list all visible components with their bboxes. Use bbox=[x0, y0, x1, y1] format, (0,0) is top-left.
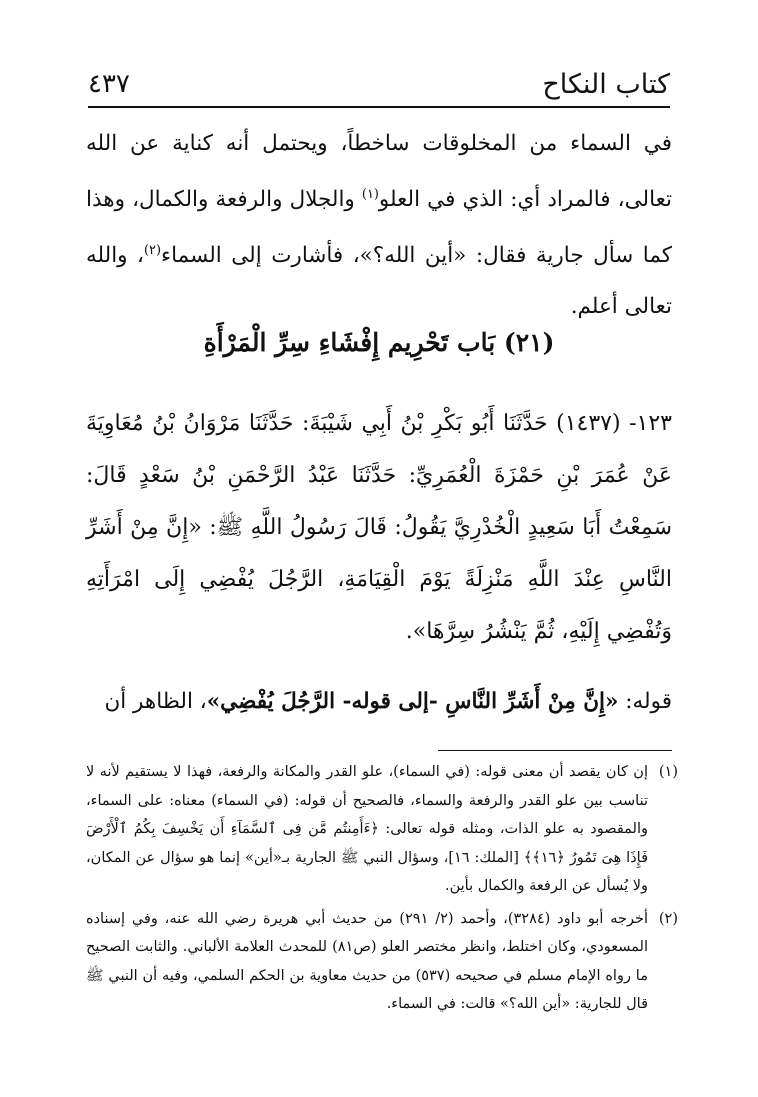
footnotes bbox=[86, 758, 678, 1023]
intro-text-3: ، والله تعالى أعلم. bbox=[86, 243, 672, 320]
commentary-paragraph bbox=[86, 676, 672, 727]
footnote-divider bbox=[438, 750, 672, 751]
footnote-mark: (٢) bbox=[658, 910, 678, 927]
footnote-ref-1[interactable]: (١) bbox=[361, 187, 379, 202]
page-header bbox=[88, 62, 670, 108]
hadith-text: حَدَّثَنَا أَبُو بَكْرِ بْنُ أَبِي شَيْبَةَ: حَدَّثَنَا مَرْوَانُ بْنُ مُعَاوِيَةَ عَنْ عُمَرَ بْنِ حَمْزَةَ الْعُمَرِيِّ: حَدَّثَنَا عَبْدُ الرَّحْمَنِ بْنُ سَعْدٍ قَالَ: سَمِعْتُ أَبَا سَعِيدٍ الْخُدْرِيَّ يَقُولُ: قَالَ رَسُولُ اللَّهِ ﷺ: «إِنَّ مِنْ أَشَرِّ النَّاسِ عِنْدَ اللَّهِ مَنْزِلَةً يَوْمَ الْقِيَامَةِ، الرَّجُلَ يُفْضِي إِلَى امْرَأَتِهِ وَتُفْضِي إِلَيْهِ، ثُمَّ يَنْشُرُ سِرَّهَا». bbox=[86, 411, 672, 644]
footnote-1 bbox=[86, 758, 678, 901]
intro-text-2: والجلال والرفعة والكمال، وهذا كما سأل جارية فقال: «أين الله؟»، فأشارت إلى السماء bbox=[86, 187, 672, 269]
commentary-quote: «إِنَّ مِنْ أَشَرِّ النَّاسِ -إلى قوله- الرَّجُلَ يُفْضِي» bbox=[206, 689, 619, 714]
page-number: ٤٣٧ bbox=[88, 69, 130, 99]
running-title: كتاب النكاح bbox=[542, 68, 670, 100]
intro-paragraph bbox=[86, 118, 672, 332]
intro-text-1: في السماء من المخلوقات ساخطاً، ويحتمل أنه كناية عن الله تعالى، فالمراد أي: الذي في العلو bbox=[86, 131, 672, 213]
hadith-number: ١٢٣- (١٤٣٧) bbox=[556, 411, 672, 436]
footnote-text: إن كان يقصد أن معنى قوله: (في السماء)، علو القدر والمكانة والرفعة، فهذا لا يستقيم لأنه لا تناسب بين علو القدر والرفعة والسماء، فالصحيح أن قوله: (في السماء) معناه: على السماء، والمقصود به علو الذات، ومثله قوله تعالى: ﴿ءَأَمِنتُم مَّن فِى ٱلسَّمَآءِ أَن يَخْسِفَ بِكُمُ ٱلْأَرْضَ فَإِذَا هِىَ تَمُورُ ﴿١٦﴾﴾ [الملك: ١٦]، وسؤال النبي ﷺ الجارية بـ«أين» إنما هو سؤال عن المكان، ولا يُسأل عن الرفعة والكمال بأين. bbox=[86, 764, 648, 894]
commentary-lead: قوله: bbox=[618, 689, 672, 714]
footnote-text: أخرجه أبو داود (٣٢٨٤)، وأحمد (٢/ ٢٩١) من حديث أبي هريرة رضي الله عنه، وفي إسناده المسعودي، وكان اختلط، وانظر مختصر العلو (ص٨١) للمحدث العلامة الألباني. والثابت الصحيح ما رواه الإمام مسلم في صحيحه (٥٣٧) من حديث معاوية بن الحكم السلمي، وفيه أن النبي ﷺ قال للجارية: «أين الله؟» قالت: في السماء. bbox=[86, 910, 649, 1012]
footnote-mark: (١) bbox=[658, 764, 678, 780]
commentary-rest: ، الظاهر أن bbox=[104, 689, 207, 714]
hadith-paragraph bbox=[86, 398, 672, 658]
chapter-heading: (٢١) بَاب تَحْرِيم إِفْشَاءِ سِرِّ الْمَرْأَةِ bbox=[203, 328, 555, 357]
footnote-ref-2[interactable]: (٢) bbox=[143, 243, 161, 259]
footnote-2 bbox=[86, 905, 678, 1019]
